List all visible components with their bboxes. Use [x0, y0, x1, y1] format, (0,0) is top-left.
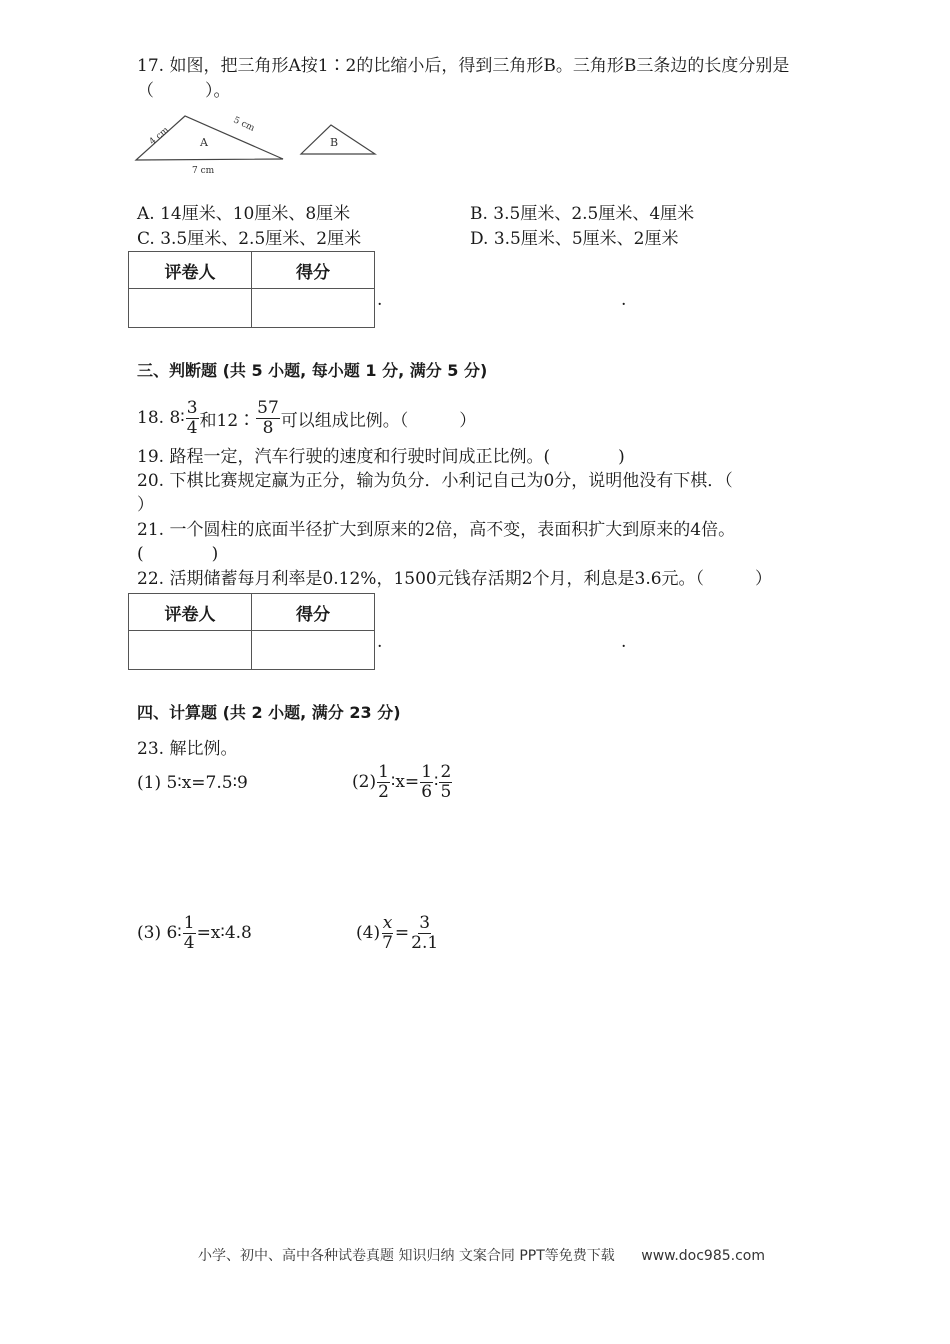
dot-mark: . — [621, 632, 627, 652]
q17-option-d: D. 3.5厘米、5厘米、2厘米 — [470, 229, 679, 249]
q17-stem-line1: 17. 如图，把三角形A按1∶2的比缩小后，得到三角形B。三角形B三条边的长度分别是 — [137, 56, 790, 76]
q23-part3 — [137, 911, 252, 955]
fraction-denominator: 7 — [382, 932, 393, 953]
q23-part2-mid: ∶x= — [390, 772, 420, 792]
footer-url[interactable]: www.doc985.com — [641, 1248, 765, 1264]
side-bottom-label: 7 cm — [192, 166, 215, 176]
dot-mark: . — [621, 290, 627, 310]
fraction-denominator: 5 — [440, 781, 452, 802]
grader-header: 评卷人 — [129, 252, 252, 289]
q23-part2-sep: ∶ — [434, 772, 439, 792]
q23-part2-fraction-c — [439, 763, 452, 801]
fraction-numerator: 1 — [421, 761, 433, 782]
fraction-numerator: 1 — [378, 761, 389, 782]
q23-part3-suffix: =x∶4.8 — [196, 923, 252, 943]
fraction-numerator: 3 — [419, 912, 431, 933]
fraction-numerator: 2 — [440, 761, 452, 782]
q23-part4-label: (4) — [356, 923, 381, 943]
q18-fraction-2 — [256, 399, 280, 437]
score-header: 得分 — [252, 594, 375, 631]
triangle-b-label: B — [330, 136, 339, 149]
grader-header: 评卷人 — [129, 594, 252, 631]
side-left-label: 4 cm — [147, 125, 172, 148]
q22: 22. 活期储蓄每月利率是0.12%，1500元钱存活期2个月，利息是3.6元。（ ） — [137, 569, 773, 589]
score-table-1 — [128, 251, 375, 328]
q20-line1: 20. 下棋比赛规定赢为正分，输为负分．小利记自己为0分，说明他没有下棋．（ — [137, 471, 733, 491]
q20-line2: ） — [137, 495, 154, 515]
q23-part3-fraction — [183, 914, 196, 952]
grader-cell[interactable] — [129, 631, 252, 670]
score-cell[interactable] — [252, 631, 375, 670]
q17-option-b: B. 3.5厘米、2.5厘米、4厘米 — [470, 204, 695, 224]
fraction-numerator: 3 — [186, 397, 198, 418]
q18-item — [137, 396, 476, 440]
q23-part1: (1) 5∶x=7.5∶9 — [137, 773, 248, 793]
fraction-numerator: x — [382, 912, 393, 933]
q18-fraction-1 — [186, 399, 199, 437]
q18-prefix: 18. 8∶ — [137, 408, 185, 428]
q23-part3-label: (3) 6∶ — [137, 923, 182, 943]
side-right-label: 5 cm — [231, 115, 256, 134]
fraction-numerator: 57 — [257, 397, 279, 418]
footer-text: 小学、初中、高中各种试卷真题 知识归纳 文案合同 PPT等免费下载 — [198, 1248, 615, 1264]
section4-heading: 四、计算题 (共 2 小题, 满分 23 分) — [137, 703, 401, 722]
fraction-denominator: 4 — [183, 932, 195, 953]
q23-title: 23. 解比例。 — [137, 739, 238, 759]
q18-mid: 和12∶ — [199, 410, 256, 431]
q17-stem-line2: （ ）。 — [137, 81, 231, 101]
q23-part4-fraction-a — [381, 914, 394, 952]
q23-part4-fraction-b — [410, 914, 439, 952]
q17-option-c: C. 3.5厘米、2.5厘米、2厘米 — [137, 229, 362, 249]
q17-option-a: A. 14厘米、10厘米、8厘米 — [137, 204, 351, 224]
page-footer — [198, 1245, 765, 1265]
q21-line1: 21. 一个圆柱的底面半径扩大到原来的2倍，高不变，表面积扩大到原来的4倍。 — [137, 520, 736, 540]
q23-part2-fraction-a — [377, 763, 390, 801]
score-header: 得分 — [252, 252, 375, 289]
q23-part4-eq: = — [394, 923, 410, 943]
fraction-denominator: 8 — [262, 417, 274, 438]
dot-mark: . — [377, 632, 383, 652]
fraction-denominator: 6 — [421, 781, 433, 802]
fraction-numerator: 1 — [183, 912, 195, 933]
q23-part4 — [356, 911, 440, 955]
fraction-denominator: 4 — [186, 417, 198, 438]
score-cell[interactable] — [252, 289, 375, 328]
q21-line2: ( ) — [137, 544, 219, 564]
q23-part2-label: (2) — [352, 772, 377, 792]
score-table-2 — [128, 593, 375, 670]
q18-suffix: 可以组成比例。（ ） — [280, 410, 477, 431]
q19: 19. 路程一定，汽车行驶的速度和行驶时间成正比例。( ) — [137, 447, 625, 467]
q17-figure — [128, 104, 388, 184]
fraction-denominator: 2.1 — [411, 932, 439, 953]
q23-part2-fraction-b — [420, 763, 433, 801]
triangle-a-label: A — [200, 136, 208, 149]
q23-part2 — [352, 760, 453, 804]
fraction-denominator: 2 — [378, 781, 389, 802]
dot-mark: . — [377, 290, 383, 310]
section3-heading: 三、判断题 (共 5 小题, 每小题 1 分, 满分 5 分) — [137, 361, 488, 380]
grader-cell[interactable] — [129, 289, 252, 328]
